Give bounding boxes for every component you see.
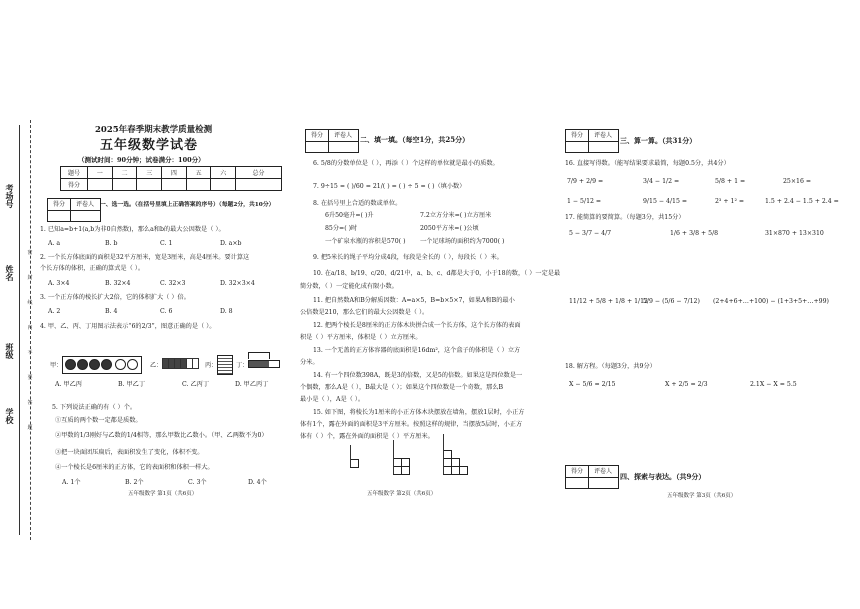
- q4-label-yi: 乙：: [150, 362, 163, 369]
- grader-reviewer-label: 评卷人: [593, 132, 612, 139]
- seal-char: 不: [27, 350, 33, 356]
- grader-score-label: 得分: [570, 468, 583, 475]
- q5-option: D. 4个: [248, 479, 267, 486]
- q3-text: 3. 一个正方体的棱长扩大2倍，它的体积扩大（ ）倍。: [40, 294, 190, 301]
- score-cell[interactable]: [112, 179, 137, 191]
- grader-box: [565, 129, 619, 153]
- q15-cube-figure-3: [435, 434, 485, 478]
- q1-option: A. a: [48, 240, 61, 247]
- q8-item: 85分=( )时: [325, 225, 358, 232]
- q4-option: B. 甲乙丁: [118, 381, 146, 388]
- q7-text: 7. 9÷15 = ( )/60 = 21/( ) = ( ) ÷ 5 = ( )（填小数）: [313, 183, 466, 190]
- score-cell[interactable]: [162, 179, 187, 191]
- q18-item: X − 5/6 = 2/15: [569, 381, 616, 388]
- grader-score-label: 得分: [52, 201, 65, 208]
- q17-item: 5/9 − (5/6 − 7/12): [643, 298, 700, 305]
- q18-text: 18. 解方程。（每题3分，共9分）: [565, 363, 656, 370]
- q10-text-cont: 简分数，（ ）一定能化成有限小数。: [300, 283, 398, 290]
- q1-option: B. b: [105, 240, 118, 247]
- q5-option: B. 2个: [125, 479, 144, 486]
- q2-text-cont: 个长方体的体积，正确的算式是（ ）。: [40, 265, 145, 272]
- seal-char: 题: [27, 425, 33, 431]
- exam-page-3: [555, 0, 860, 609]
- q8-item: 一个矿泉水瓶的容积是570( ): [325, 238, 406, 245]
- q15-cube-figure-1: [340, 445, 370, 475]
- q2-option: B. 32×4: [105, 280, 131, 287]
- q14-text: 14. 有一个四位数398A，既是3的倍数，又是5的倍数。如果这是四位数是一: [313, 372, 523, 379]
- q11-text-cont: 公倍数是210，那么它们的最大公因数是（ ）。: [300, 309, 429, 316]
- q5-statement: ④一个棱长是6厘米的正方体，它的表面积和体积一样大。: [55, 464, 214, 471]
- q17-item: 5 − 3/7 − 4/7: [569, 230, 612, 237]
- q13-text: 13. 一个无盖的正方体容器的底面积是16dm²，这个盒子的体积是（ ）立方: [313, 347, 521, 354]
- q13-text-cont: 分米。: [300, 359, 319, 366]
- q14-text-cont2: 最小是（ ），A是（ ）。: [300, 396, 365, 403]
- q18-item: X + 2/5 = 2/3: [665, 381, 708, 388]
- grader-reviewer-label: 评卷人: [75, 201, 94, 208]
- q10-text: 10. 在a/18、b/19、c/20、d/21中，a、b、c、d都是大于0，小于18的数，（ ）一定是最: [313, 270, 561, 277]
- grader-box: [305, 129, 359, 153]
- q8-item: 一个足球场的面积约为7000( ): [420, 238, 505, 245]
- exam-page-2: [295, 0, 561, 609]
- q18-item: 2.1X − X = 5.5: [750, 381, 797, 388]
- page1-footer: 五年级数学 第1页（共6页）: [128, 491, 198, 497]
- q3-option: C. 6: [160, 308, 173, 315]
- exam-subject: 五年级数学试卷: [100, 138, 199, 153]
- q16-item: 5/8 + 1 =: [715, 178, 746, 185]
- seal-char: 线: [27, 300, 33, 306]
- section1-title: 一、选一选。（在括号里填上正确答案的序号）（每题2分，共10分）: [100, 202, 275, 208]
- q5-option: C. 3个: [188, 479, 207, 486]
- q14-text-cont: 个偶数，那么A是（ ），B最大是（ ）；如果这个四位数是一个奇数，那么B: [300, 384, 504, 391]
- grader-score-label: 得分: [310, 132, 323, 139]
- section3-title: 三、算一算。（共31分）: [620, 136, 697, 145]
- q1-text: 1. 已知a=b+1(a,b为非0自然数)，那么a和b的最大公因数是（ ）。: [40, 226, 225, 233]
- q15-text-cont2: 体有（ ）个，露在外面的面积是（ ）平方厘米。: [300, 433, 434, 440]
- score-table-header: 总分: [236, 167, 282, 179]
- q4-diagram-ding: [248, 348, 278, 374]
- exam-title: 2025年春季期末教学质量检测: [95, 125, 213, 135]
- q4-option: D. 甲乙丙丁: [235, 381, 269, 388]
- q1-option: D. a×b: [220, 240, 242, 247]
- q8-item: 2050平方米=( )公顷: [420, 225, 479, 232]
- grader-box: [47, 198, 101, 222]
- score-table-header: 题号: [61, 167, 88, 179]
- name-label: 姓名: [5, 265, 15, 281]
- section4-title: 四、探索与表达。（共9分）: [620, 472, 706, 481]
- q5-text: 5. 下列说法正确的有（ ）个。: [52, 404, 137, 411]
- q17-item: 11/12 + 5/8 + 1/8 + 1/12: [569, 298, 648, 305]
- binding-line-solid: [19, 125, 20, 535]
- page2-footer: 五年级数学 第2页（共6页）: [367, 491, 437, 497]
- q4-diagram-bing: [217, 355, 233, 375]
- q8-text: 8. 在括号里上合适的数或单位。: [313, 200, 402, 207]
- q15-text-cont: 体有1个，露在外面的面积是3平方厘米。按照这样的规律，当摆放5层时，小正方: [300, 421, 523, 428]
- score-table-header: 一: [88, 167, 113, 179]
- q1-option: C. 1: [160, 240, 173, 247]
- q15-cube-figure-2: [385, 440, 425, 478]
- q8-item: 6升50毫升=( )升: [325, 212, 374, 219]
- q11-text: 11. 把自然数A和B分解质因数：A=a×5，B=b×5×7，如果A和B的最小: [313, 297, 515, 304]
- exam-no-label: 考场号: [5, 184, 15, 208]
- q4-option: C. 乙丙丁: [182, 381, 210, 388]
- q8-item: 7.2立方分米=( )立方厘米: [420, 212, 492, 219]
- score-table-header: 五: [186, 167, 211, 179]
- seal-char: 密: [27, 250, 33, 256]
- q4-label-ding: 丁：: [236, 362, 249, 369]
- score-table-header: 二: [112, 167, 137, 179]
- q3-option: B. 4: [105, 308, 118, 315]
- q16-item: 9/15 − 4/15 =: [643, 198, 688, 205]
- score-cell[interactable]: [186, 179, 211, 191]
- grader-reviewer-label: 评卷人: [593, 468, 612, 475]
- score-table-header: 四: [162, 167, 187, 179]
- q2-option: A. 3×4: [48, 280, 70, 287]
- q5-statement: ②甲数的1/3刚好与乙数的1/4相等，那么甲数比乙数小。（甲、乙两数不为0）: [55, 432, 268, 439]
- class-label: 班级: [5, 343, 15, 359]
- seal-char: 答: [27, 400, 33, 406]
- q17-text: 17. 能简算的要简算。（每题3分，共15分）: [565, 214, 685, 221]
- seal-char: 要: [27, 375, 33, 381]
- score-cell[interactable]: [211, 179, 236, 191]
- q16-item: 2³ + 1² =: [715, 198, 745, 205]
- q2-option: D. 32×3×4: [220, 280, 255, 287]
- page3-footer: 五年级数学 第3页（共6页）: [667, 493, 737, 499]
- q5-option: A. 1个: [62, 479, 81, 486]
- score-table-header: 六: [211, 167, 236, 179]
- grader-box: [565, 465, 619, 489]
- q3-option: A. 2: [48, 308, 61, 315]
- score-cell[interactable]: [236, 179, 282, 191]
- q17-item: (2+4+6+…+100) − (1+3+5+…+99): [713, 298, 829, 305]
- q3-option: D. 8: [220, 308, 233, 315]
- q16-item: 25×16 =: [783, 178, 812, 185]
- q16-item: 3/4 − 1/2 =: [643, 178, 680, 185]
- school-label: 学校: [5, 408, 15, 424]
- q4-diagram-jia: [62, 356, 142, 374]
- q4-option: A. 甲乙丙: [55, 381, 82, 388]
- score-cell[interactable]: [88, 179, 113, 191]
- q4-text: 4. 甲、乙、丙、丁用图示法表示“6的2/3”，图意正确的是（ ）。: [40, 323, 216, 330]
- q16-item: 1 − 5/12 =: [567, 198, 602, 205]
- seal-char: 封: [27, 275, 33, 281]
- exam-page-1: [0, 0, 290, 609]
- q12-text-cont: 积是（ ）平方厘米，体积是（ ）立方厘米。: [300, 334, 422, 341]
- q5-statement: ①互质的两个数一定都是质数。: [55, 417, 142, 424]
- q17-item: 31×870 + 13×310: [765, 230, 824, 237]
- seal-char: 内: [27, 325, 33, 331]
- q16-item: 7/9 + 2/9 =: [567, 178, 604, 185]
- q4-label-bing: 丙：: [205, 362, 218, 369]
- score-table-header: 三: [137, 167, 162, 179]
- q16-item: 1.5 + 2.4 − 1.5 + 2.4 =: [765, 198, 839, 205]
- grader-reviewer-label: 评卷人: [333, 132, 352, 139]
- score-table: [60, 166, 282, 191]
- q12-text: 12. 把两个棱长是8厘米的正方体木块拼合成一个长方体，这个长方体的表面: [313, 322, 521, 329]
- q4-label-jia: 甲：: [50, 362, 63, 369]
- grader-score-label: 得分: [570, 132, 583, 139]
- q6-text: 6. 5/8的分数单位是（ ），再添（ ）个这样的单位就是最小的质数。: [313, 160, 499, 167]
- q2-option: C. 32×3: [160, 280, 186, 287]
- q5-statement: ③把一块面团压扁后，表面积发生了变化，体积不变。: [55, 449, 204, 456]
- q16-text: 16. 直接写得数。（能写结果要求最简，每题0.5分，共4分）: [565, 160, 730, 167]
- section2-title: 二、填一填。（每空1分，共25分）: [360, 135, 470, 144]
- q2-text: 2. 一个长方体底面的面积是32平方厘米，宽是3厘米，高是4厘米。要计算这: [40, 254, 250, 261]
- q4-diagram-yi: [162, 356, 210, 370]
- score-row-label: 得分: [61, 179, 88, 191]
- score-cell[interactable]: [137, 179, 162, 191]
- q17-item: 1/6 + 3/8 + 5/8: [670, 230, 719, 237]
- q9-text: 9. 把5米长的绳子平均分成4段，每段是全长的（ ），每段长（ ）米。: [313, 254, 503, 261]
- exam-info: （测试时间：90分钟；试卷满分：100分）: [78, 156, 205, 164]
- q15-text: 15. 如下图，将棱长为1厘米的小正方体木块摆放在墙角，摆放1层时，小正方: [313, 409, 525, 416]
